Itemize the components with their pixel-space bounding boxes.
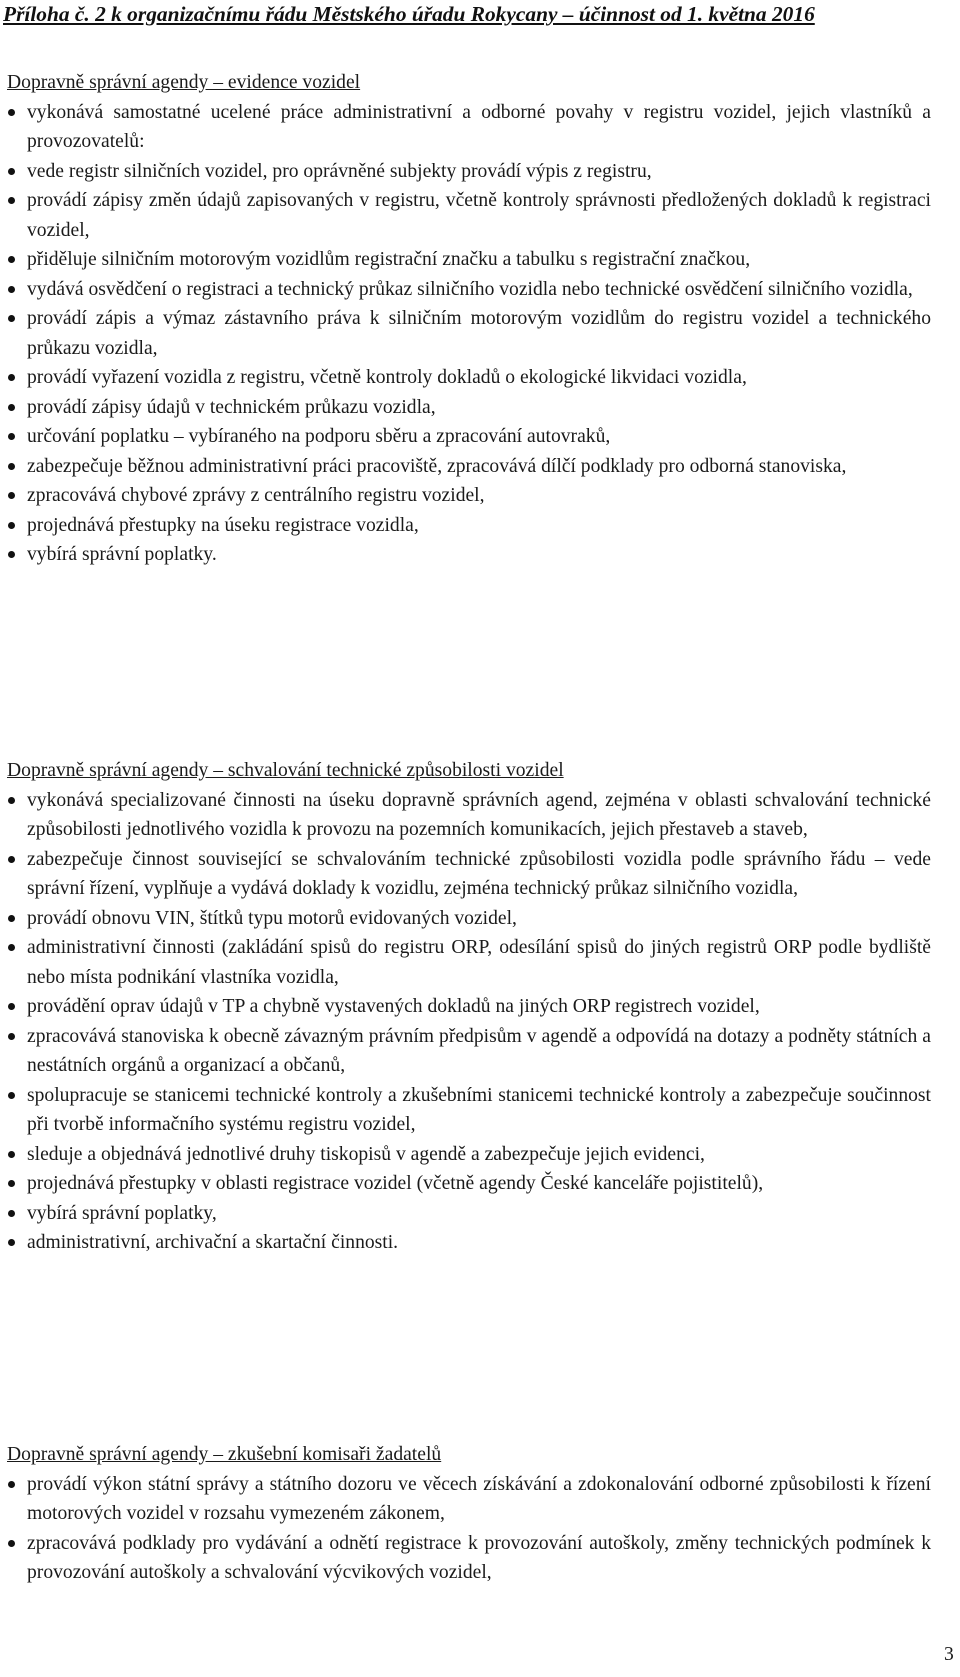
bullet-icon [8, 944, 15, 951]
list-item: vybírá správní poplatky, [0, 1199, 931, 1229]
bullet-icon [8, 404, 15, 411]
bullet-icon [8, 522, 15, 529]
list-item: zabezpečuje činnost související se schvalováním technické způsobilosti vozidla podle správního řádu – vede správní řízení, vyplňuje a vydává doklady k vozidlu, zejména technický průkaz silničního vozidla, [0, 845, 931, 904]
bullet-list [0, 98, 960, 570]
list-item: provádí obnovu VIN, štítků typu motorů evidovaných vozidel, [0, 904, 931, 934]
page-number: 3 [944, 1644, 954, 1665]
list-item: administrativní činnosti (zakládání spisů do registru ORP, odesílání spisů do jiných registrů ORP podle bydliště nebo místa podnikání vlastníka vozidla, [0, 933, 931, 992]
list-item: administrativní, archivační a skartační činnosti. [0, 1228, 931, 1258]
list-item: přiděluje silničním motorovým vozidlům registrační značku a tabulku s registrační značkou, [0, 245, 931, 275]
list-item: provádí zápis a výmaz zástavního práva k silničním motorovým vozidlům do registru vozidel a technického průkazu vozidla, [0, 304, 931, 363]
section-title: Dopravně správní agendy – zkušební komisaři žadatelů [7, 1444, 442, 1465]
section-title: Dopravně správní agendy – evidence vozidel [7, 72, 361, 93]
list-item: vykonává samostatné ucelené práce administrativní a odborné povahy v registru vozidel, jejich vlastníků a provozovatelů: [0, 98, 931, 157]
list-item: provádění oprav údajů v TP a chybně vystavených dokladů na jiných ORP registrech vozidel, [0, 992, 931, 1022]
bullet-list [0, 786, 960, 1258]
page-header: Příloha č. 2 k organizačnímu řádu Městského úřadu Rokycany – účinnost od 1. května 2016 [3, 2, 815, 26]
section-schvalovani [0, 756, 960, 1258]
list-item: vede registr silničních vozidel, pro oprávněné subjekty provádí výpis z registru, [0, 157, 931, 187]
list-item: spolupracuje se stanicemi technické kontroly a zkušebními stanicemi technické kontroly a zabezpečuje součinnost při tvorbě informačního systému registru vozidel, [0, 1081, 931, 1140]
list-item: provádí vyřazení vozidla z registru, včetně kontroly dokladů o ekologické likvidaci vozidla, [0, 363, 931, 393]
list-item: zpracovává chybové zprávy z centrálního registru vozidel, [0, 481, 931, 511]
list-item: provádí výkon státní správy a státního dozoru ve věcech získávání a zdokonalování odborné způsobilosti k řízení motorových vozidel v rozsahu vymezeném zákonem, [0, 1470, 931, 1529]
bullet-icon [8, 1540, 15, 1547]
bullet-icon [8, 1210, 15, 1217]
bullet-icon [8, 1239, 15, 1246]
bullet-icon [8, 374, 15, 381]
list-item: projednává přestupky v oblasti registrace vozidel (včetně agendy České kanceláře pojistitelů), [0, 1169, 931, 1199]
list-item: projednává přestupky na úseku registrace vozidla, [0, 511, 931, 541]
bullet-icon [8, 915, 15, 922]
list-item: určování poplatku – vybíraného na podporu sběru a zpracování autovraků, [0, 422, 931, 452]
bullet-icon [8, 256, 15, 263]
section-title: Dopravně správní agendy – schvalování technické způsobilosti vozidel [7, 760, 564, 781]
bullet-icon [8, 551, 15, 558]
list-item: vydává osvědčení o registraci a technický průkaz silničního vozidla nebo technické osvědčení silničního vozidla, [0, 275, 931, 305]
section-evidence-vozidel [0, 68, 960, 570]
bullet-icon [8, 1003, 15, 1010]
list-item: provádí zápisy údajů v technickém průkazu vozidla, [0, 393, 931, 423]
list-item: vybírá správní poplatky. [0, 540, 931, 570]
list-item: provádí zápisy změn údajů zapisovaných v registru, včetně kontroly správnosti předložených dokladů k registraci vozidel, [0, 186, 931, 245]
list-item: zpracovává stanoviska k obecně závazným právním předpisům v agendě a odpovídá na dotazy a podněty státních a nestátních orgánů a organizací a občanů, [0, 1022, 931, 1081]
bullet-icon [8, 1092, 15, 1099]
bullet-icon [8, 463, 15, 470]
bullet-icon [8, 286, 15, 293]
bullet-icon [8, 856, 15, 863]
section-zkusebni-komisari [0, 1440, 960, 1588]
list-item: vykonává specializované činnosti na úseku dopravně správních agend, zejména v oblasti schvalování technické způsobilosti jednotlivého vozidla k provozu na pozemních komunikacích, jejich přestaveb a staveb, [0, 786, 931, 845]
bullet-icon [8, 492, 15, 499]
bullet-list [0, 1470, 960, 1588]
bullet-icon [8, 797, 15, 804]
bullet-icon [8, 1151, 15, 1158]
bullet-icon [8, 315, 15, 322]
bullet-icon [8, 197, 15, 204]
list-item: zabezpečuje běžnou administrativní práci pracoviště, zpracovává dílčí podklady pro odborná stanoviska, [0, 452, 931, 482]
bullet-icon [8, 168, 15, 175]
bullet-icon [8, 1180, 15, 1187]
bullet-icon [8, 1481, 15, 1488]
bullet-icon [8, 1033, 15, 1040]
list-item: zpracovává podklady pro vydávání a odnětí registrace k provozování autoškoly, změny technických podmínek k provozování autoškoly a schvalování výcvikových vozidel, [0, 1529, 931, 1588]
list-item: sleduje a objednává jednotlivé druhy tiskopisů v agendě a zabezpečuje jejich evidenci, [0, 1140, 931, 1170]
bullet-icon [8, 433, 15, 440]
bullet-icon [8, 109, 15, 116]
